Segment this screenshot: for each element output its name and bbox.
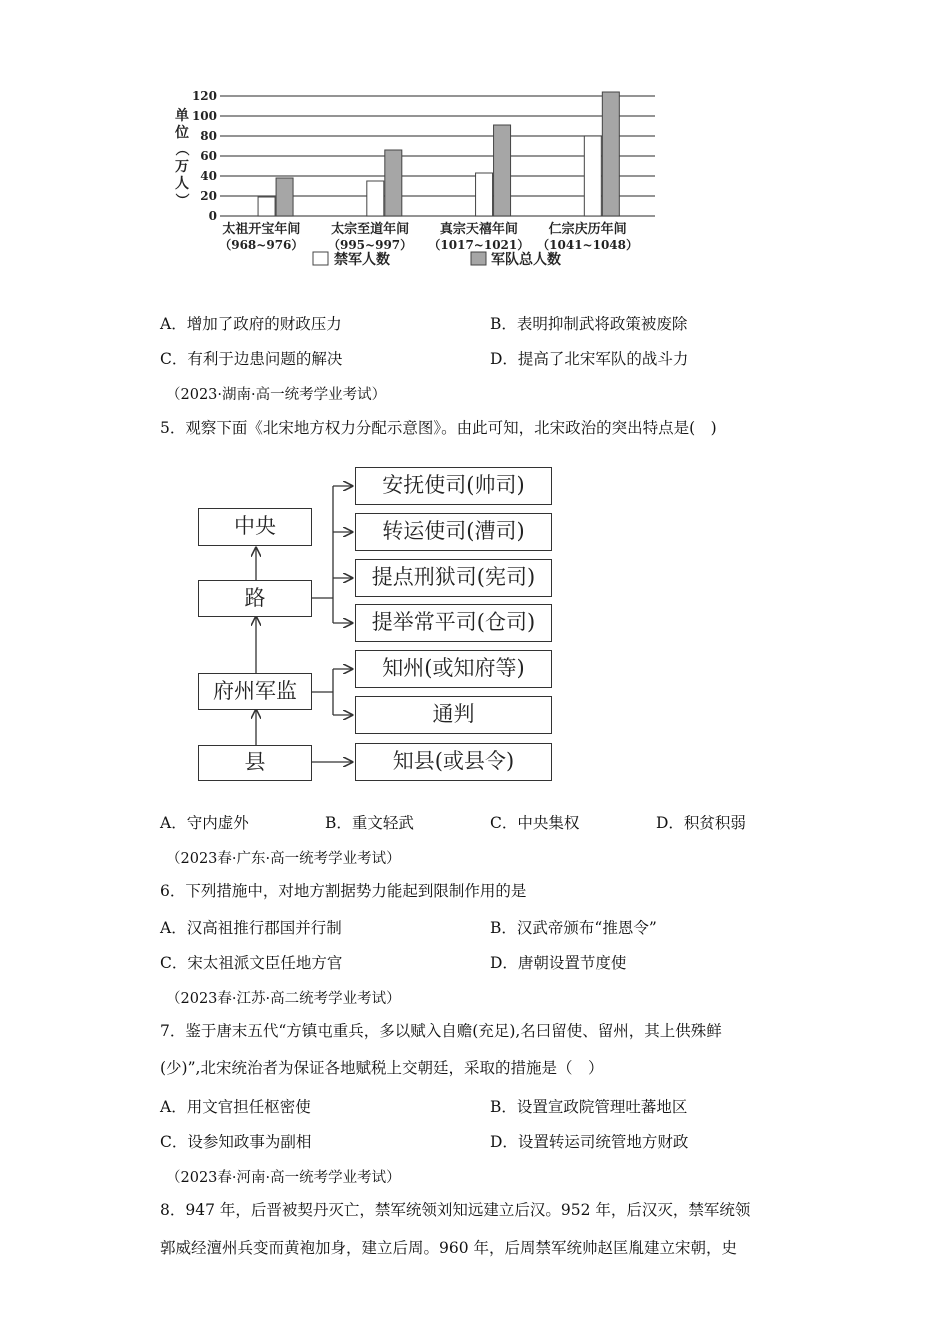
y-axis-label-char: 万	[175, 159, 189, 175]
y-tick-label: 100	[191, 109, 217, 123]
q6-stem: 6．下列措施中，对地方割据势力能起到限制作用的是	[160, 882, 527, 900]
q4-option-c[interactable]: C．有利于边患问题的解决	[160, 350, 343, 368]
box-fuzhoujunjian: 府州军监	[198, 673, 312, 710]
q7-option-c[interactable]: C．设参知政事为副相	[160, 1133, 312, 1151]
y-axis-label-char: ）	[173, 193, 189, 207]
q7-stem-line1: 7．鉴于唐末五代“方镇屯重兵，多以赋入自赡(充足),名曰留使、留州，其上供殊鲜	[160, 1022, 722, 1040]
x-tick-label: 真宗天禧年间	[439, 222, 518, 237]
x-tick-label: 太宗至道年间	[331, 222, 410, 237]
x-tick-years: （1017~1021）	[428, 238, 530, 252]
q5-option-a[interactable]: A．守内虚外	[160, 814, 249, 832]
y-tick-label: 40	[200, 169, 217, 183]
q5-stem: 5．观察下面《北宋地方权力分配示意图》。由此可知，北宋政治的突出特点是( )	[160, 419, 717, 437]
box-tijuchangpingsi: 提举常平司(仓司)	[355, 604, 552, 642]
q6-option-d[interactable]: D．唐朝设置节度使	[490, 954, 627, 972]
q7-option-b[interactable]: B．设置宣政院管理吐蕃地区	[490, 1098, 688, 1116]
x-tick-years: （968~976）	[219, 238, 304, 252]
y-axis-label-char: 单	[175, 108, 189, 124]
y-axis-label-char: 位	[175, 125, 189, 141]
q8-line1: 8．947 年，后晋被契丹灭亡，禁军统领刘知远建立后汉。952 年，后汉灭，禁军统领	[160, 1201, 751, 1219]
q7-stem-line2: (少)”,北宋统治者为保证各地赋税上交朝廷，采取的措施是（ ）	[160, 1059, 604, 1077]
y-tick-label: 0	[208, 209, 217, 223]
q7-source: （2023春·江苏·高二统考学业考试）	[166, 991, 401, 1007]
q8-line2: 郭威经澶州兵变而黄袍加身，建立后周。960 年，后周禁军统帅赵匡胤建立宋朝，史	[160, 1239, 738, 1257]
box-xian: 县	[198, 745, 312, 781]
legend-label-total: 军队总人数	[491, 252, 561, 268]
q4-option-a[interactable]: A．增加了政府的财政压力	[160, 315, 342, 333]
q5-source: （2023·湖南·高一统考学业考试）	[166, 387, 387, 403]
box-zhuanyunshisi: 转运使司(漕司)	[355, 513, 552, 551]
q6-option-c[interactable]: C．宋太祖派文臣任地方官	[160, 954, 343, 972]
x-tick-years: （995~997）	[327, 238, 413, 252]
q8-source: （2023春·河南·高一统考学业考试）	[166, 1170, 401, 1186]
legend-label-jinjun: 禁军人数	[334, 252, 390, 268]
y-tick-label: 120	[191, 89, 217, 103]
y-tick-label: 20	[200, 189, 217, 203]
x-tick-label: 太祖开宝年间	[222, 222, 301, 237]
q5-option-b[interactable]: B．重文轻武	[325, 814, 414, 832]
box-zhizhou: 知州(或知府等)	[355, 650, 552, 688]
y-axis-label-char: 人	[175, 176, 189, 192]
x-tick-years: （1041~1048）	[537, 238, 639, 252]
box-zhixian: 知县(或县令)	[355, 743, 552, 781]
q4-option-b[interactable]: B．表明抑制武将政策被废除	[490, 315, 688, 333]
q4-option-d[interactable]: D．提高了北宋军队的战斗力	[490, 350, 689, 368]
q7-option-d[interactable]: D．设置转运司统管地方财政	[490, 1133, 689, 1151]
box-lu: 路	[198, 580, 312, 617]
q7-option-a[interactable]: A．用文官担任枢密使	[160, 1098, 311, 1116]
y-tick-label: 60	[200, 149, 217, 163]
box-tidianxingyusi: 提点刑狱司(宪司)	[355, 559, 552, 597]
box-anfushisi: 安抚使司(帅司)	[355, 467, 552, 505]
q5-option-d[interactable]: D．积贫积弱	[656, 814, 746, 832]
q6-option-b[interactable]: B．汉武帝颁布“推恩令”	[490, 919, 657, 937]
x-tick-label: 仁宗庆历年间	[548, 222, 627, 237]
q6-option-a[interactable]: A．汉高祖推行郡国并行制	[160, 919, 342, 937]
y-axis-label-char: （	[173, 142, 189, 156]
box-tongpan: 通判	[355, 696, 552, 734]
q6-source: （2023春·广东·高一统考学业考试）	[166, 851, 401, 867]
q5-option-c[interactable]: C．中央集权	[490, 814, 580, 832]
box-central: 中央	[198, 508, 312, 546]
y-tick-label: 80	[200, 129, 217, 143]
